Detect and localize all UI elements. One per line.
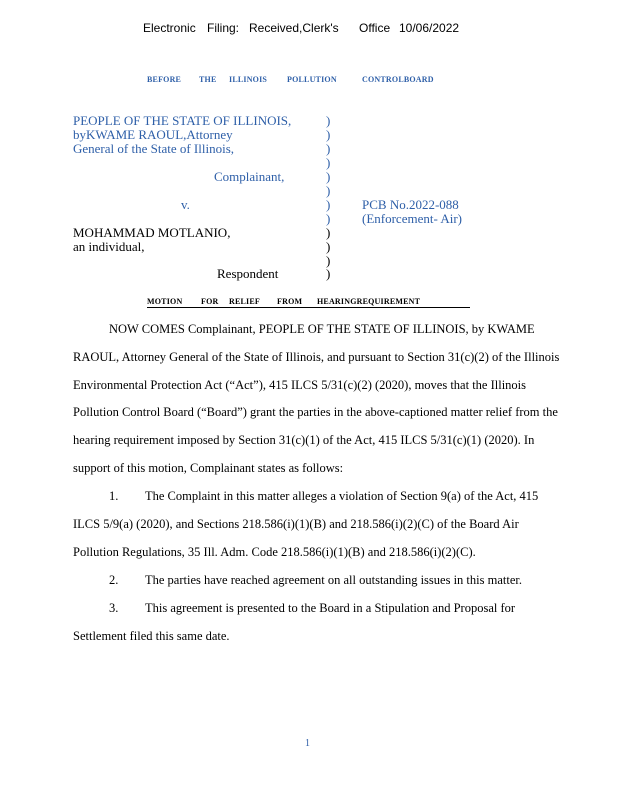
- caption-paren: ): [326, 127, 331, 142]
- header-electronic: Electronic: [143, 21, 196, 35]
- motion-title-word: HEARINGREQUIREMENT: [317, 297, 421, 306]
- intro-line: Pollution Control Board (“Board”) grant the parties in the above-captioned matter relief from the: [73, 405, 558, 419]
- caption-paren: ): [326, 141, 331, 156]
- defendant-line-1: MOHAMMAD MOTLANIO,: [73, 225, 231, 240]
- board-title-word: POLLUTION: [287, 75, 337, 84]
- motion-title-word: FOR: [201, 297, 219, 306]
- motion-title-word: MOTION: [147, 297, 183, 306]
- header-date: 10/06/2022: [399, 21, 460, 35]
- item-number: 3.: [109, 601, 119, 615]
- plaintiff-line-3: General of the State of Illinois,: [73, 141, 235, 156]
- caption-paren: ): [326, 225, 331, 240]
- defendant-line-2: an individual,: [73, 239, 145, 254]
- board-title-word: THE: [199, 75, 217, 84]
- caption-paren: ): [326, 113, 331, 128]
- item-line: The Complaint in this matter alleges a violation of Section 9(a) of the Act, 415: [145, 489, 539, 503]
- caption-paren: ): [326, 253, 331, 268]
- header-filing: Filing:: [207, 21, 240, 35]
- caption-paren: ): [326, 211, 331, 226]
- caption-paren: ): [326, 169, 331, 184]
- header-received: Received,Clerk's: [249, 21, 339, 35]
- item-line: The parties have reached agreement on all outstanding issues in this matter.: [145, 573, 522, 587]
- item-line: This agreement is presented to the Board in a Stipulation and Proposal for: [145, 601, 516, 615]
- item-line: Pollution Regulations, 35 Ill. Adm. Code 218.586(i)(1)(B) and 218.586(i)(2)(C).: [73, 545, 476, 559]
- complainant-label: Complainant,: [214, 169, 285, 184]
- caption-paren: ): [326, 266, 331, 281]
- page-number: 1: [305, 738, 310, 749]
- intro-line: RAOUL, Attorney General of the State of Illinois, and pursuant to Section 31(c)(2) of the Illinois: [73, 350, 560, 364]
- motion-title-word: FROM: [277, 297, 303, 306]
- case-number: PCB No.2022-088: [362, 197, 459, 212]
- plaintiff-line-2: byKWAME RAOUL,Attorney: [73, 127, 233, 142]
- item-number: 2.: [109, 573, 119, 587]
- intro-line: support of this motion, Complainant states as follows:: [73, 461, 344, 475]
- plaintiff-line-1: PEOPLE OF THE STATE OF ILLINOIS,: [73, 113, 292, 128]
- caption-paren: ): [326, 197, 331, 212]
- caption-paren: ): [326, 183, 331, 198]
- header-office: Office: [359, 21, 391, 35]
- item-line: ILCS 5/9(a) (2020), and Sections 218.586(i)(1)(B) and 218.586(i)(2)(C) of the Board Air: [73, 517, 519, 531]
- caption-paren: ): [326, 155, 331, 170]
- caption-paren: ): [326, 239, 331, 254]
- motion-title-underline: [147, 307, 470, 308]
- motion-title-word: RELIEF: [229, 297, 260, 306]
- board-title-word: ILLINOIS: [229, 75, 268, 84]
- versus-label: v.: [181, 197, 190, 212]
- item-line: Settlement filed this same date.: [73, 629, 230, 643]
- item-number: 1.: [109, 489, 119, 503]
- board-title-word: CONTROLBOARD: [362, 75, 434, 84]
- board-title-word: BEFORE: [147, 75, 182, 84]
- case-type: (Enforcement- Air): [362, 211, 462, 226]
- intro-line: Environmental Protection Act (“Act”), 415 ILCS 5/31(c)(2) (2020), moves that the Illinois: [73, 378, 527, 392]
- intro-line: NOW COMES Complainant, PEOPLE OF THE STATE OF ILLINOIS, by KWAME: [109, 322, 535, 336]
- respondent-label: Respondent: [217, 266, 279, 281]
- intro-line: hearing requirement imposed by Section 31(c)(1) of the Act, 415 ILCS 5/31(c)(1) (2020). In: [73, 433, 535, 447]
